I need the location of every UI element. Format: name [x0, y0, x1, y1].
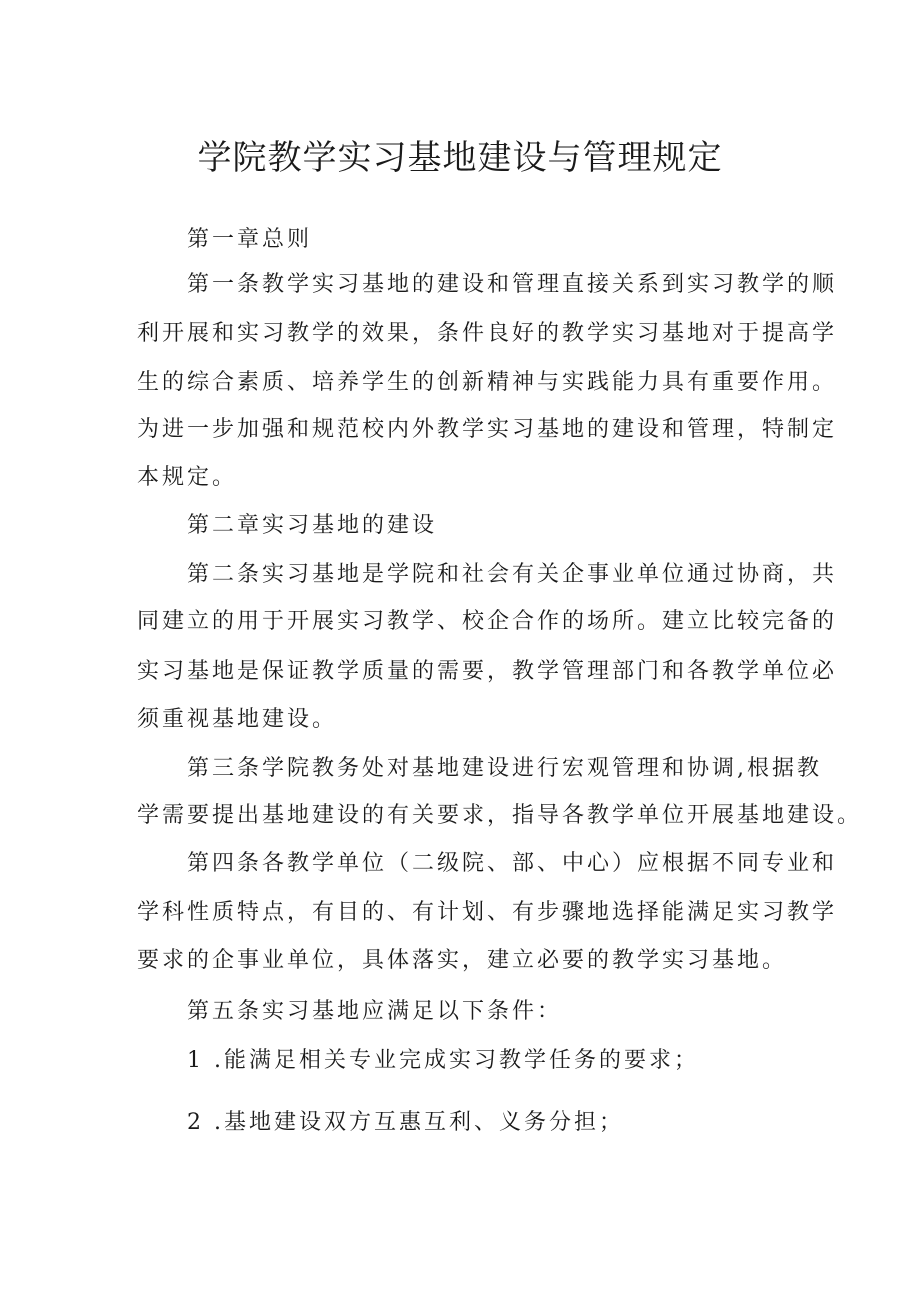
- paragraph-line: 同建立的用于开展实习教学、校企合作的场所。建立比较完备的: [137, 609, 838, 634]
- paragraph-line: 第三条学院教务处对基地建设进行宏观管理和协调,根据教: [187, 756, 822, 781]
- paragraph-line: 第二条实习基地是学院和社会有关企事业单位通过协商，共: [187, 562, 838, 587]
- chapter-heading: 第二章实习基地的建设: [187, 513, 438, 538]
- list-item: 2 .基地建设双方互惠互利、义务分担；: [187, 1110, 624, 1135]
- paragraph-line: 须重视基地建设。: [137, 707, 338, 732]
- paragraph-line: 要求的企事业单位，具体落实，建立必要的教学实习基地。: [137, 948, 788, 973]
- paragraph-line: 学科性质特点，有目的、有计划、有步骤地选择能满足实习教学: [137, 900, 838, 925]
- paragraph-line: 本规定。: [137, 465, 238, 490]
- paragraph-line: 利开展和实习教学的效果，条件良好的教学实习基地对于提高学: [137, 321, 838, 346]
- list-item: 1 .能满足相关专业完成实习教学任务的要求；: [187, 1048, 699, 1073]
- paragraph-line: 第四条各教学单位（二级院、部、中心）应根据不同专业和: [187, 851, 838, 876]
- paragraph-line: 为进一步加强和规范校内外教学实习基地的建设和管理，特制定: [137, 417, 838, 442]
- paragraph-line: 第五条实习基地应满足以下条件：: [187, 999, 563, 1024]
- paragraph-line: 第一条教学实习基地的建设和管理直接关系到实习教学的顺: [187, 272, 838, 297]
- paragraph-line: 学需要提出基地建设的有关要求，指导各教学单位开展基地建设。: [137, 803, 863, 828]
- document-title: 学院教学实习基地建设与管理规定: [197, 138, 723, 178]
- paragraph-line: 实习基地是保证教学质量的需要，教学管理部门和各教学单位必: [137, 659, 838, 684]
- chapter-heading: 第一章总则: [187, 227, 313, 252]
- paragraph-line: 生的综合素质、培养学生的创新精神与实践能力具有重要作用。: [137, 370, 838, 395]
